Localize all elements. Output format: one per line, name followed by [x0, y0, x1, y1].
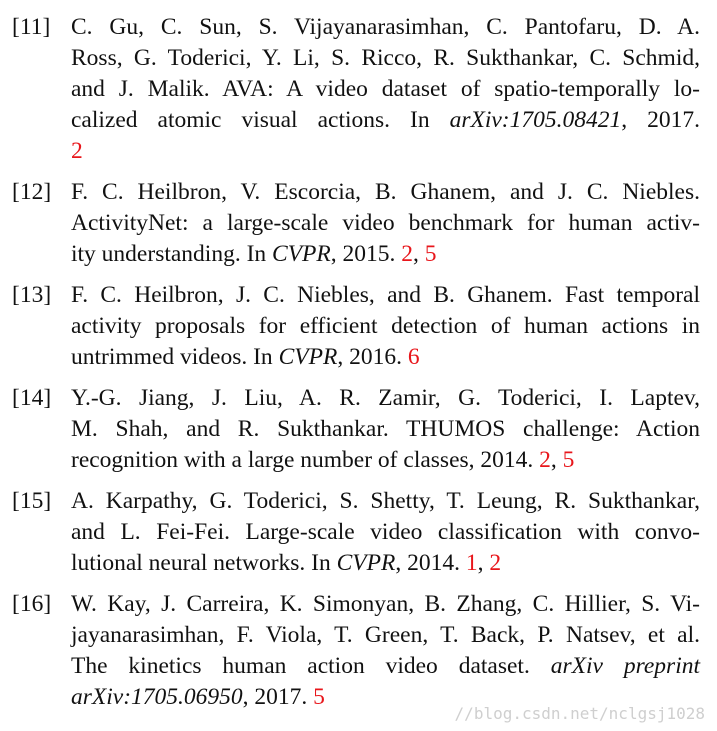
- reference-line: [71, 311, 700, 342]
- reference-text: recognition with a large number of classes, 2014.: [71, 447, 540, 473]
- reference-line: [71, 208, 700, 239]
- reference-text: A. Karpathy, G. Toderici, S. Shetty, T. Leung, R. Sukthankar,: [71, 488, 700, 514]
- reference-number: [12]: [12, 179, 52, 205]
- reference-line: [71, 589, 700, 620]
- reference-text: , 2015.: [330, 241, 402, 267]
- page-link[interactable]: 5: [424, 241, 437, 267]
- reference-line: [71, 342, 700, 373]
- reference-list: [12, 12, 700, 723]
- italic-text: arXiv:1705.06950: [71, 684, 243, 710]
- reference-entry: [12, 280, 700, 373]
- page-link[interactable]: 2: [71, 138, 83, 164]
- reference-line: [71, 486, 700, 517]
- reference-line: [71, 651, 700, 682]
- reference-line: [71, 12, 700, 43]
- reference-line: [71, 74, 700, 105]
- page-link[interactable]: 6: [407, 344, 420, 370]
- reference-entry: [12, 486, 700, 579]
- italic-text: CVPR: [336, 550, 396, 576]
- reference-text: M. Shah, and R. Sukthankar. THUMOS challenge: Action: [71, 416, 700, 442]
- reference-text: C. Gu, C. Sun, S. Vijayanarasimhan, C. Pantofaru, D. A.: [71, 14, 700, 40]
- reference-number: [15]: [12, 488, 52, 514]
- reference-entry: [12, 383, 700, 476]
- reference-text: ActivityNet: a large-scale video benchmark for human activ-: [71, 210, 700, 236]
- reference-line: [71, 517, 700, 548]
- reference-text: untrimmed videos. In: [71, 344, 279, 370]
- reference-text: ,: [550, 447, 563, 473]
- reference-text: activity proposals for efficient detection of human actions in: [71, 313, 700, 339]
- reference-line: [71, 620, 700, 651]
- reference-line: [71, 43, 700, 74]
- reference-line: [71, 105, 700, 136]
- reference-line: [71, 239, 700, 270]
- reference-text: jayanarasimhan, F. Viola, T. Green, T. Back, P. Natsev, et al.: [71, 622, 700, 648]
- reference-text: calized atomic visual actions. In: [71, 107, 450, 133]
- reference-number: [13]: [12, 282, 52, 308]
- italic-text: CVPR: [272, 241, 331, 267]
- italic-text: arXiv preprint: [550, 653, 700, 679]
- reference-entry: [12, 12, 700, 167]
- reference-text: F. C. Heilbron, V. Escorcia, B. Ghanem, and J. C. Niebles.: [71, 179, 700, 205]
- reference-line: [71, 383, 700, 414]
- reference-text: ity understanding. In: [71, 241, 273, 267]
- reference-text: ,: [413, 241, 425, 267]
- page-link[interactable]: 1: [465, 550, 478, 576]
- page-link[interactable]: 2: [489, 550, 502, 576]
- reference-text: ,: [477, 550, 490, 576]
- italic-text: arXiv:1705.08421: [449, 107, 622, 133]
- reference-number: [16]: [12, 591, 52, 617]
- reference-text: Y.-G. Jiang, J. Liu, A. R. Zamir, G. Toderici, I. Laptev,: [71, 385, 700, 411]
- reference-line: [71, 445, 700, 476]
- page-link[interactable]: 2: [401, 241, 414, 267]
- reference-line: [71, 548, 700, 579]
- reference-entry: [12, 589, 700, 713]
- reference-text: , 2014.: [395, 550, 466, 576]
- reference-number: [14]: [12, 385, 52, 411]
- reference-entry: [12, 177, 700, 270]
- page-link[interactable]: 2: [539, 447, 551, 473]
- reference-text: and J. Malik. AVA: A video dataset of spatio-temporally lo-: [71, 76, 700, 102]
- reference-text: Ross, G. Toderici, Y. Li, S. Ricco, R. Sukthankar, C. Schmid,: [71, 45, 700, 71]
- reference-text: F. C. Heilbron, J. C. Niebles, and B. Ghanem. Fast temporal: [71, 282, 700, 308]
- watermark: //blog.csdn.net/nclgsj1028: [454, 704, 705, 723]
- reference-text: lutional neural networks. In: [71, 550, 337, 576]
- reference-text: The kinetics human action video dataset.: [71, 653, 551, 679]
- reference-text: W. Kay, J. Carreira, K. Simonyan, B. Zhang, C. Hillier, S. Vi-: [71, 591, 700, 617]
- reference-line: [71, 414, 700, 445]
- reference-text: , 2016.: [337, 344, 408, 370]
- reference-text: and L. Fei-Fei. Large-scale video classification with convo-: [71, 519, 700, 545]
- reference-text: , 2017.: [242, 684, 314, 710]
- reference-line: [71, 177, 700, 208]
- reference-number: [11]: [12, 14, 51, 40]
- reference-line: [71, 280, 700, 311]
- page-link[interactable]: 5: [313, 684, 325, 710]
- reference-text: , 2017.: [621, 107, 700, 133]
- page-link[interactable]: 5: [562, 447, 575, 473]
- reference-line: [71, 136, 700, 167]
- italic-text: CVPR: [278, 344, 338, 370]
